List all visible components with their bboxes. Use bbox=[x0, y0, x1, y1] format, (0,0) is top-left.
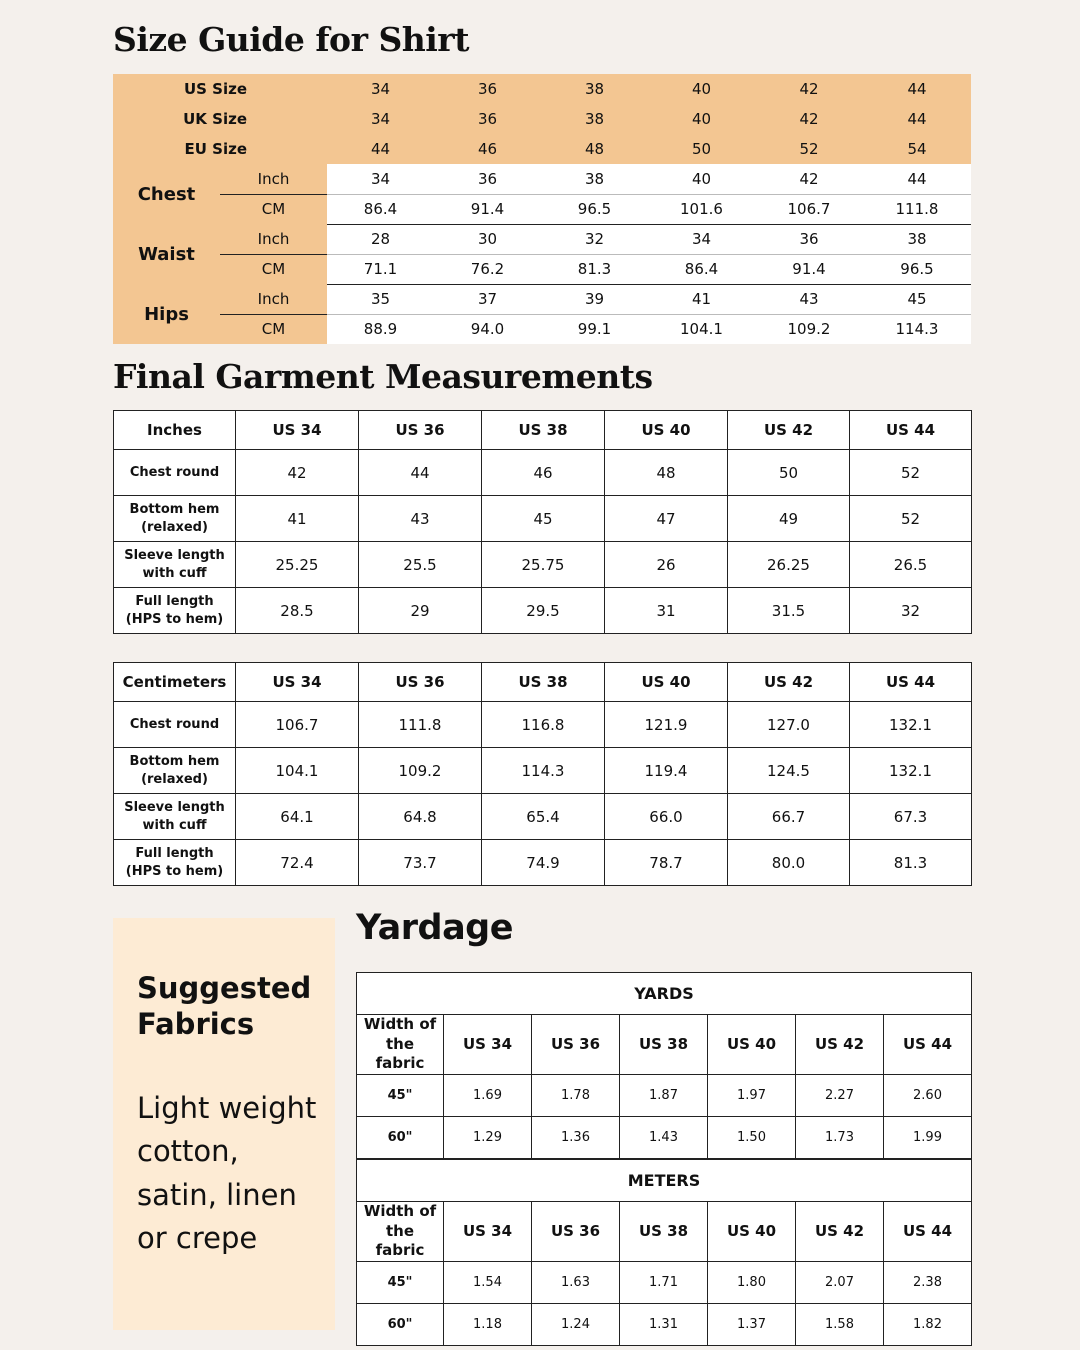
cell-value: 132.1 bbox=[850, 748, 972, 794]
cell-value: 80.0 bbox=[728, 840, 850, 886]
cell-value: 2.38 bbox=[884, 1261, 972, 1303]
cell-value: 26 bbox=[605, 542, 728, 588]
size-header: US 44 bbox=[850, 663, 972, 702]
final-measurements-title: Final Garment Measurements bbox=[113, 357, 653, 396]
measurement-value: 109.2 bbox=[755, 314, 863, 344]
unit-label: CM bbox=[220, 254, 327, 284]
cell-value: 25.5 bbox=[359, 542, 482, 588]
fabric-width: 45" bbox=[357, 1261, 444, 1303]
size-header-row bbox=[113, 134, 971, 164]
measurement-value: 81.3 bbox=[541, 254, 648, 284]
size-header: US 42 bbox=[796, 1015, 884, 1075]
measurement-value: 91.4 bbox=[434, 194, 541, 224]
size-header: US 44 bbox=[884, 1202, 972, 1262]
cell-value: 1.99 bbox=[884, 1116, 972, 1158]
measurement-group-label: Chest bbox=[113, 164, 220, 224]
page-title: Size Guide for Shirt bbox=[113, 20, 469, 59]
measurement-header-row bbox=[114, 663, 972, 702]
size-value: 48 bbox=[541, 134, 648, 164]
measurement-value: 106.7 bbox=[755, 194, 863, 224]
fabric-width: 45" bbox=[357, 1074, 444, 1116]
yardage-yards-table bbox=[356, 972, 972, 1159]
label-line: Bottom hem bbox=[129, 753, 220, 769]
size-header: US 42 bbox=[728, 663, 850, 702]
row-label bbox=[114, 702, 236, 748]
cell-value: 1.29 bbox=[444, 1116, 532, 1158]
size-header-row bbox=[113, 104, 971, 134]
yardage-header-row bbox=[357, 1015, 972, 1075]
size-value: 54 bbox=[863, 134, 971, 164]
row-label bbox=[114, 794, 236, 840]
table-row bbox=[114, 748, 972, 794]
size-header: US 44 bbox=[884, 1015, 972, 1075]
measurement-value: 34 bbox=[648, 224, 755, 254]
cell-value: 67.3 bbox=[850, 794, 972, 840]
cell-value: 1.54 bbox=[444, 1261, 532, 1303]
label-line: (HPS to hem) bbox=[125, 611, 224, 627]
cell-value: 41 bbox=[236, 496, 359, 542]
cell-value: 66.0 bbox=[605, 794, 728, 840]
fabrics-text-line: Light weight bbox=[137, 1090, 317, 1125]
cell-value: 124.5 bbox=[728, 748, 850, 794]
size-header: US 44 bbox=[850, 411, 972, 450]
cell-value: 43 bbox=[359, 496, 482, 542]
cell-value: 109.2 bbox=[359, 748, 482, 794]
cell-value: 1.43 bbox=[620, 1116, 708, 1158]
measurement-value: 34 bbox=[327, 164, 434, 194]
size-header: US 40 bbox=[708, 1202, 796, 1262]
size-value: 38 bbox=[541, 74, 648, 104]
cell-value: 1.87 bbox=[620, 1074, 708, 1116]
size-guide-table bbox=[113, 74, 971, 344]
measurement-header-row bbox=[114, 411, 972, 450]
cell-value: 1.80 bbox=[708, 1261, 796, 1303]
size-header: US 36 bbox=[359, 663, 482, 702]
yardage-title: Yardage bbox=[356, 908, 513, 948]
size-value: 34 bbox=[327, 74, 434, 104]
table-row bbox=[114, 542, 972, 588]
cell-value: 42 bbox=[236, 450, 359, 496]
cell-value: 104.1 bbox=[236, 748, 359, 794]
yardage-caption-row bbox=[357, 973, 972, 1015]
table-row bbox=[114, 840, 972, 886]
measurement-value: 40 bbox=[648, 164, 755, 194]
measurement-value: 28 bbox=[327, 224, 434, 254]
measurement-row bbox=[113, 194, 971, 224]
unit-label: Inch bbox=[220, 164, 327, 194]
yardage-caption: YARDS bbox=[357, 973, 972, 1015]
size-value: 34 bbox=[327, 104, 434, 134]
cell-value: 121.9 bbox=[605, 702, 728, 748]
cell-value: 1.36 bbox=[532, 1116, 620, 1158]
measurement-value: 96.5 bbox=[541, 194, 648, 224]
table-row bbox=[114, 794, 972, 840]
measurement-value: 35 bbox=[327, 284, 434, 314]
measurement-value: 99.1 bbox=[541, 314, 648, 344]
cell-value: 81.3 bbox=[850, 840, 972, 886]
row-label bbox=[114, 840, 236, 886]
measurement-value: 41 bbox=[648, 284, 755, 314]
measurement-value: 36 bbox=[434, 164, 541, 194]
measurement-value: 86.4 bbox=[327, 194, 434, 224]
size-value: 40 bbox=[648, 74, 755, 104]
size-value: 38 bbox=[541, 104, 648, 134]
measurement-value: 37 bbox=[434, 284, 541, 314]
fabrics-title bbox=[137, 970, 335, 1043]
measurement-value: 88.9 bbox=[327, 314, 434, 344]
measurement-group-label: Hips bbox=[113, 284, 220, 344]
fabrics-title-line: Fabrics bbox=[137, 1007, 255, 1042]
label-line: the fabric bbox=[375, 1034, 425, 1072]
size-value: 44 bbox=[863, 74, 971, 104]
cell-value: 2.07 bbox=[796, 1261, 884, 1303]
cell-value: 72.4 bbox=[236, 840, 359, 886]
row-label bbox=[114, 496, 236, 542]
cell-value: 50 bbox=[728, 450, 850, 496]
measurement-value: 32 bbox=[541, 224, 648, 254]
cell-value: 46 bbox=[482, 450, 605, 496]
cell-value: 74.9 bbox=[482, 840, 605, 886]
cell-value: 132.1 bbox=[850, 702, 972, 748]
width-label bbox=[357, 1202, 444, 1262]
label-line: Bottom hem bbox=[129, 501, 220, 517]
measurement-value: 43 bbox=[755, 284, 863, 314]
yardage-meters-table bbox=[356, 1159, 972, 1346]
size-system-label: UK Size bbox=[113, 104, 327, 134]
cell-value: 66.7 bbox=[728, 794, 850, 840]
cell-value: 64.8 bbox=[359, 794, 482, 840]
label-line: Sleeve length bbox=[124, 799, 225, 815]
row-label bbox=[114, 748, 236, 794]
cell-value: 2.27 bbox=[796, 1074, 884, 1116]
cell-value: 119.4 bbox=[605, 748, 728, 794]
cell-value: 65.4 bbox=[482, 794, 605, 840]
label-line: Sleeve length bbox=[124, 547, 225, 563]
cell-value: 114.3 bbox=[482, 748, 605, 794]
fabrics-description bbox=[137, 1087, 335, 1261]
cell-value: 78.7 bbox=[605, 840, 728, 886]
size-header: US 40 bbox=[605, 411, 728, 450]
size-value: 44 bbox=[327, 134, 434, 164]
cell-value: 1.78 bbox=[532, 1074, 620, 1116]
table-row bbox=[357, 1261, 972, 1303]
cell-value: 52 bbox=[850, 496, 972, 542]
label-line: the fabric bbox=[375, 1221, 425, 1259]
cell-value: 31 bbox=[605, 588, 728, 634]
fabrics-text-line: or crepe bbox=[137, 1221, 258, 1255]
cell-value: 25.25 bbox=[236, 542, 359, 588]
yardage-caption: METERS bbox=[357, 1160, 972, 1202]
measurement-value: 36 bbox=[755, 224, 863, 254]
size-value: 36 bbox=[434, 104, 541, 134]
measurement-value: 44 bbox=[863, 164, 971, 194]
cell-value: 47 bbox=[605, 496, 728, 542]
measurement-value: 42 bbox=[755, 164, 863, 194]
unit-header: Centimeters bbox=[114, 663, 236, 702]
cell-value: 26.25 bbox=[728, 542, 850, 588]
label-line: with cuff bbox=[142, 565, 207, 581]
cell-value: 1.58 bbox=[796, 1303, 884, 1345]
measurements-inches-table bbox=[113, 410, 972, 634]
size-header: US 36 bbox=[359, 411, 482, 450]
cell-value: 48 bbox=[605, 450, 728, 496]
measurement-group-label: Waist bbox=[113, 224, 220, 284]
cell-value: 1.82 bbox=[884, 1303, 972, 1345]
table-row bbox=[114, 702, 972, 748]
cell-value: 111.8 bbox=[359, 702, 482, 748]
size-value: 50 bbox=[648, 134, 755, 164]
cell-value: 1.97 bbox=[708, 1074, 796, 1116]
measurement-value: 114.3 bbox=[863, 314, 971, 344]
measurement-value: 76.2 bbox=[434, 254, 541, 284]
size-system-label: EU Size bbox=[113, 134, 327, 164]
cell-value: 1.31 bbox=[620, 1303, 708, 1345]
label-line: Full length bbox=[135, 593, 214, 609]
measurement-row bbox=[113, 314, 971, 344]
cell-value: 1.24 bbox=[532, 1303, 620, 1345]
size-header: US 38 bbox=[482, 411, 605, 450]
cell-value: 73.7 bbox=[359, 840, 482, 886]
table-row bbox=[114, 588, 972, 634]
label-line: (HPS to hem) bbox=[125, 863, 224, 879]
cell-value: 26.5 bbox=[850, 542, 972, 588]
unit-label: CM bbox=[220, 314, 327, 344]
measurement-value: 104.1 bbox=[648, 314, 755, 344]
unit-label: Inch bbox=[220, 224, 327, 254]
unit-header: Inches bbox=[114, 411, 236, 450]
size-header: US 34 bbox=[236, 411, 359, 450]
measurement-value: 91.4 bbox=[755, 254, 863, 284]
label-line: with cuff bbox=[142, 817, 207, 833]
table-row bbox=[114, 496, 972, 542]
label-line: Chest round bbox=[129, 464, 220, 480]
cell-value: 1.37 bbox=[708, 1303, 796, 1345]
yardage-header-row bbox=[357, 1202, 972, 1262]
label-line: Chest round bbox=[129, 716, 220, 732]
yardage-caption-row bbox=[357, 1160, 972, 1202]
label-line: Full length bbox=[135, 845, 214, 861]
size-value: 44 bbox=[863, 104, 971, 134]
row-label bbox=[114, 588, 236, 634]
table-row bbox=[357, 1116, 972, 1158]
size-header: US 40 bbox=[605, 663, 728, 702]
size-header: US 38 bbox=[620, 1015, 708, 1075]
size-header-row bbox=[113, 74, 971, 104]
cell-value: 1.73 bbox=[796, 1116, 884, 1158]
measurements-cm-table bbox=[113, 662, 972, 886]
cell-value: 52 bbox=[850, 450, 972, 496]
size-value: 46 bbox=[434, 134, 541, 164]
label-line: (relaxed) bbox=[141, 771, 208, 787]
measurement-value: 39 bbox=[541, 284, 648, 314]
measurement-row bbox=[113, 254, 971, 284]
cell-value: 1.50 bbox=[708, 1116, 796, 1158]
measurement-row bbox=[113, 284, 971, 314]
cell-value: 31.5 bbox=[728, 588, 850, 634]
table-row bbox=[114, 450, 972, 496]
size-header: US 36 bbox=[532, 1015, 620, 1075]
fabrics-text-line: satin, linen bbox=[137, 1177, 297, 1212]
label-line: Width of bbox=[363, 1202, 437, 1220]
measurement-value: 111.8 bbox=[863, 194, 971, 224]
width-label bbox=[357, 1015, 444, 1075]
fabric-width: 60" bbox=[357, 1303, 444, 1345]
size-system-label: US Size bbox=[113, 74, 327, 104]
suggested-fabrics-panel bbox=[113, 918, 335, 1330]
measurement-value: 38 bbox=[541, 164, 648, 194]
cell-value: 49 bbox=[728, 496, 850, 542]
size-value: 36 bbox=[434, 74, 541, 104]
cell-value: 29 bbox=[359, 588, 482, 634]
size-value: 52 bbox=[755, 134, 863, 164]
cell-value: 29.5 bbox=[482, 588, 605, 634]
measurement-value: 30 bbox=[434, 224, 541, 254]
size-header: US 34 bbox=[444, 1202, 532, 1262]
size-header: US 36 bbox=[532, 1202, 620, 1262]
measurement-value: 45 bbox=[863, 284, 971, 314]
cell-value: 28.5 bbox=[236, 588, 359, 634]
measurement-value: 96.5 bbox=[863, 254, 971, 284]
unit-label: CM bbox=[220, 194, 327, 224]
row-label bbox=[114, 542, 236, 588]
label-line: Width of bbox=[363, 1015, 437, 1033]
size-header: US 40 bbox=[708, 1015, 796, 1075]
cell-value: 32 bbox=[850, 588, 972, 634]
cell-value: 1.71 bbox=[620, 1261, 708, 1303]
measurement-value: 86.4 bbox=[648, 254, 755, 284]
row-label bbox=[114, 450, 236, 496]
measurement-row bbox=[113, 224, 971, 254]
cell-value: 2.60 bbox=[884, 1074, 972, 1116]
table-row bbox=[357, 1303, 972, 1345]
label-line: (relaxed) bbox=[141, 519, 208, 535]
measurement-row bbox=[113, 164, 971, 194]
fabric-width: 60" bbox=[357, 1116, 444, 1158]
size-header: US 38 bbox=[482, 663, 605, 702]
measurement-value: 101.6 bbox=[648, 194, 755, 224]
cell-value: 1.69 bbox=[444, 1074, 532, 1116]
cell-value: 116.8 bbox=[482, 702, 605, 748]
fabrics-text-line: cotton, bbox=[137, 1134, 239, 1168]
size-header: US 42 bbox=[796, 1202, 884, 1262]
fabrics-title-line: Suggested bbox=[137, 971, 312, 1005]
measurement-value: 94.0 bbox=[434, 314, 541, 344]
measurement-value: 71.1 bbox=[327, 254, 434, 284]
cell-value: 45 bbox=[482, 496, 605, 542]
size-value: 42 bbox=[755, 74, 863, 104]
cell-value: 25.75 bbox=[482, 542, 605, 588]
size-header: US 38 bbox=[620, 1202, 708, 1262]
size-value: 42 bbox=[755, 104, 863, 134]
measurement-value: 38 bbox=[863, 224, 971, 254]
size-value: 40 bbox=[648, 104, 755, 134]
cell-value: 106.7 bbox=[236, 702, 359, 748]
unit-label: Inch bbox=[220, 284, 327, 314]
size-header: US 34 bbox=[236, 663, 359, 702]
table-row bbox=[357, 1074, 972, 1116]
cell-value: 44 bbox=[359, 450, 482, 496]
size-header: US 34 bbox=[444, 1015, 532, 1075]
cell-value: 127.0 bbox=[728, 702, 850, 748]
cell-value: 1.63 bbox=[532, 1261, 620, 1303]
size-header: US 42 bbox=[728, 411, 850, 450]
cell-value: 64.1 bbox=[236, 794, 359, 840]
cell-value: 1.18 bbox=[444, 1303, 532, 1345]
